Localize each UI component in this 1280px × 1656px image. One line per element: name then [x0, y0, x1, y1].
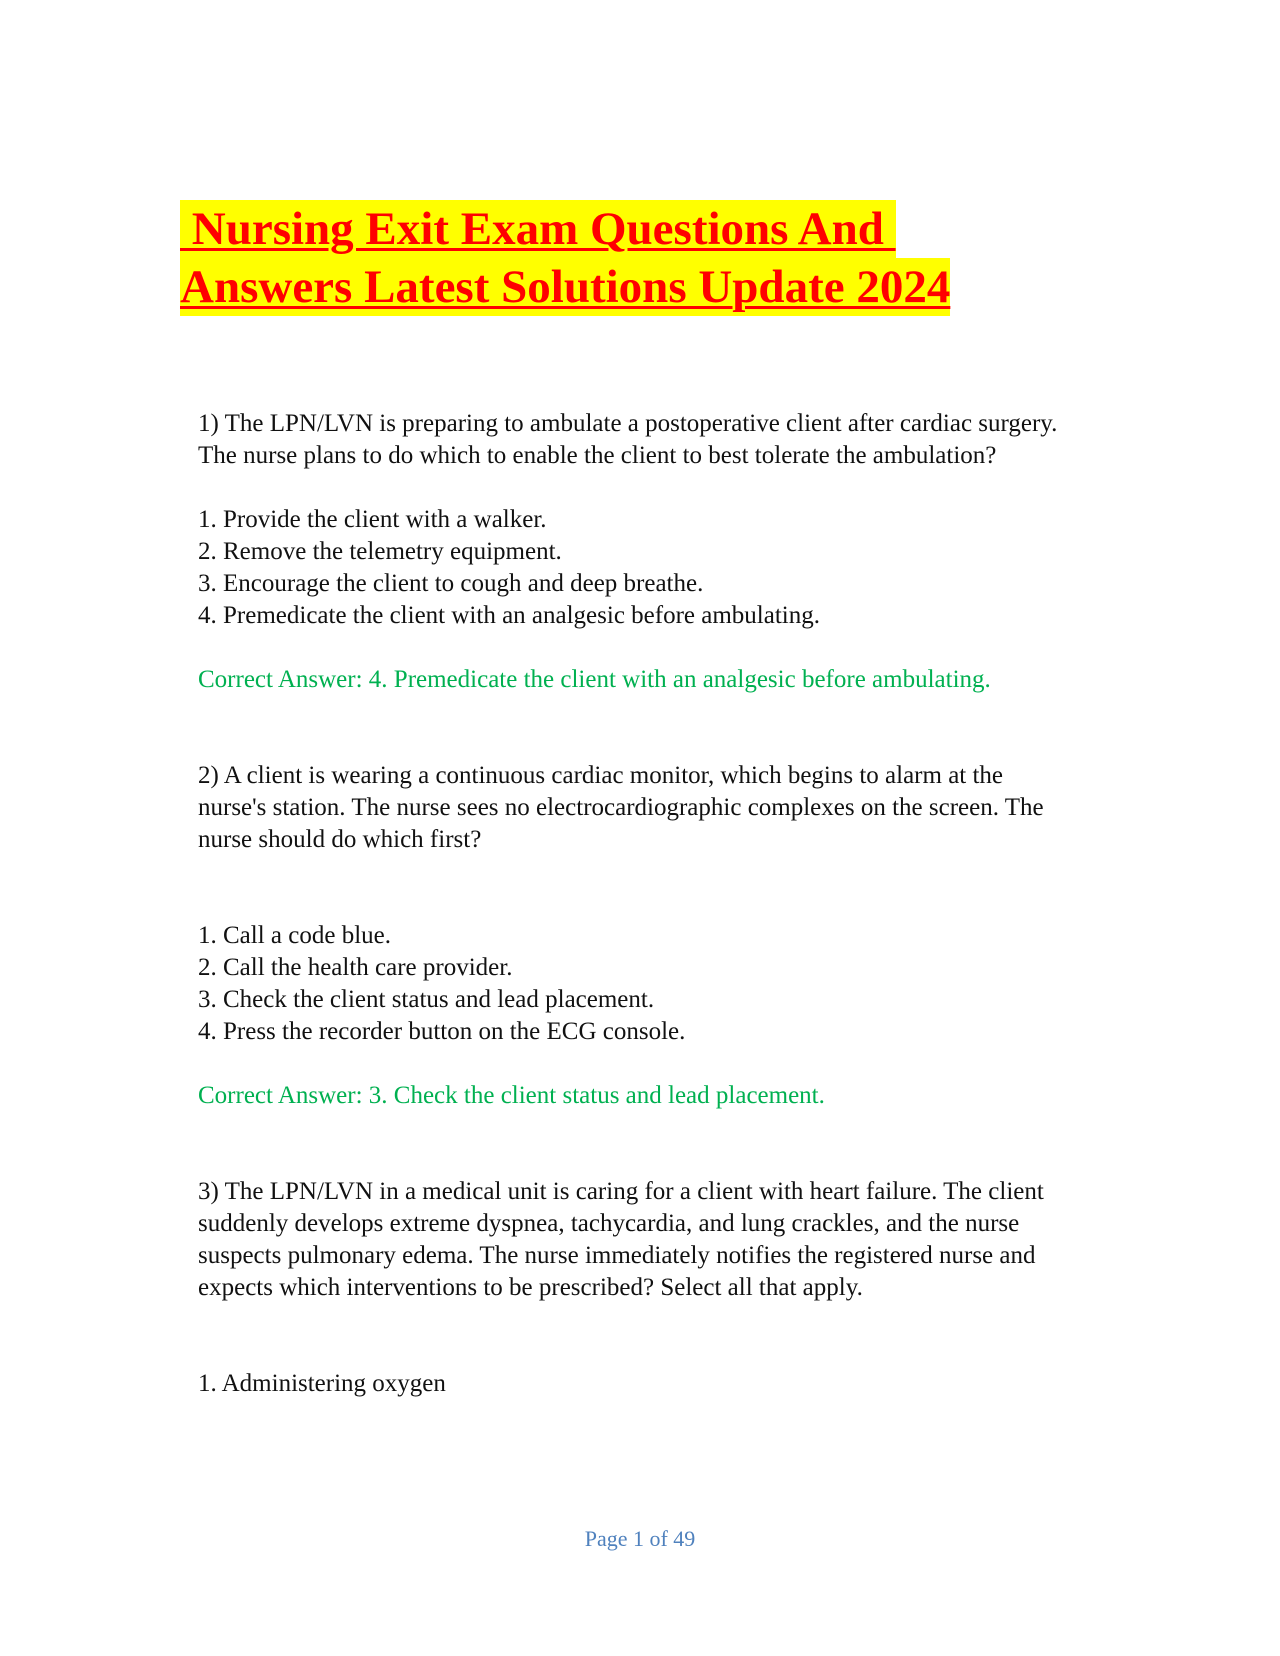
- answer-options: [198, 1368, 1058, 1400]
- option-item: 4. Premedicate the client with an analgesic before ambulating.: [198, 602, 820, 629]
- document-title: [180, 200, 1040, 316]
- question-block-1: [198, 408, 1058, 696]
- option-item: 2. Remove the telemetry equipment.: [198, 538, 562, 565]
- option-item: 4. Press the recorder button on the ECG console.: [198, 1018, 686, 1045]
- page-number-footer: Page 1 of 49: [584, 1526, 696, 1551]
- correct-answer: Correct Answer: 4. Premedicate the client with an analgesic before ambulating.: [198, 666, 991, 693]
- correct-answer: Correct Answer: 3. Check the client status and lead placement.: [198, 1082, 825, 1109]
- answer-options: [198, 504, 1058, 632]
- option-item: 1. Administering oxygen: [198, 1370, 446, 1397]
- title-line-2: Answers Latest Solutions Update 2024: [180, 258, 950, 316]
- answer-options: [198, 920, 1058, 1048]
- option-item: 3. Encourage the client to cough and deep breathe.: [198, 570, 704, 597]
- question-text: 1) The LPN/LVN is preparing to ambulate a postoperative client after cardiac surgery. The nurse plans to do which to enable the client to best tolerate the ambulation?: [198, 410, 1058, 469]
- title-line-1: Nursing Exit Exam Questions And: [180, 200, 896, 258]
- question-text: 2) A client is wearing a continuous cardiac monitor, which begins to alarm at the nurse's station. The nurse sees no electrocardiographic complexes on the screen. The nurse should do which first?: [198, 762, 1044, 853]
- option-item: 3. Check the client status and lead placement.: [198, 986, 655, 1013]
- question-block-2: [198, 760, 1058, 1112]
- option-item: 1. Provide the client with a walker.: [198, 506, 547, 533]
- option-item: 2. Call the health care provider.: [198, 954, 513, 981]
- option-item: 1. Call a code blue.: [198, 922, 391, 949]
- question-block-3: [198, 1176, 1058, 1400]
- document-body: [198, 408, 1058, 1400]
- question-text: 3) The LPN/LVN in a medical unit is caring for a client with heart failure. The client suddenly develops extreme dyspnea, tachycardia, and lung crackles, and the nurse suspects pulmonary edema. The nurse immediately notifies the registered nurse and expects which interventions to be prescribed? Select all that apply.: [198, 1178, 1044, 1301]
